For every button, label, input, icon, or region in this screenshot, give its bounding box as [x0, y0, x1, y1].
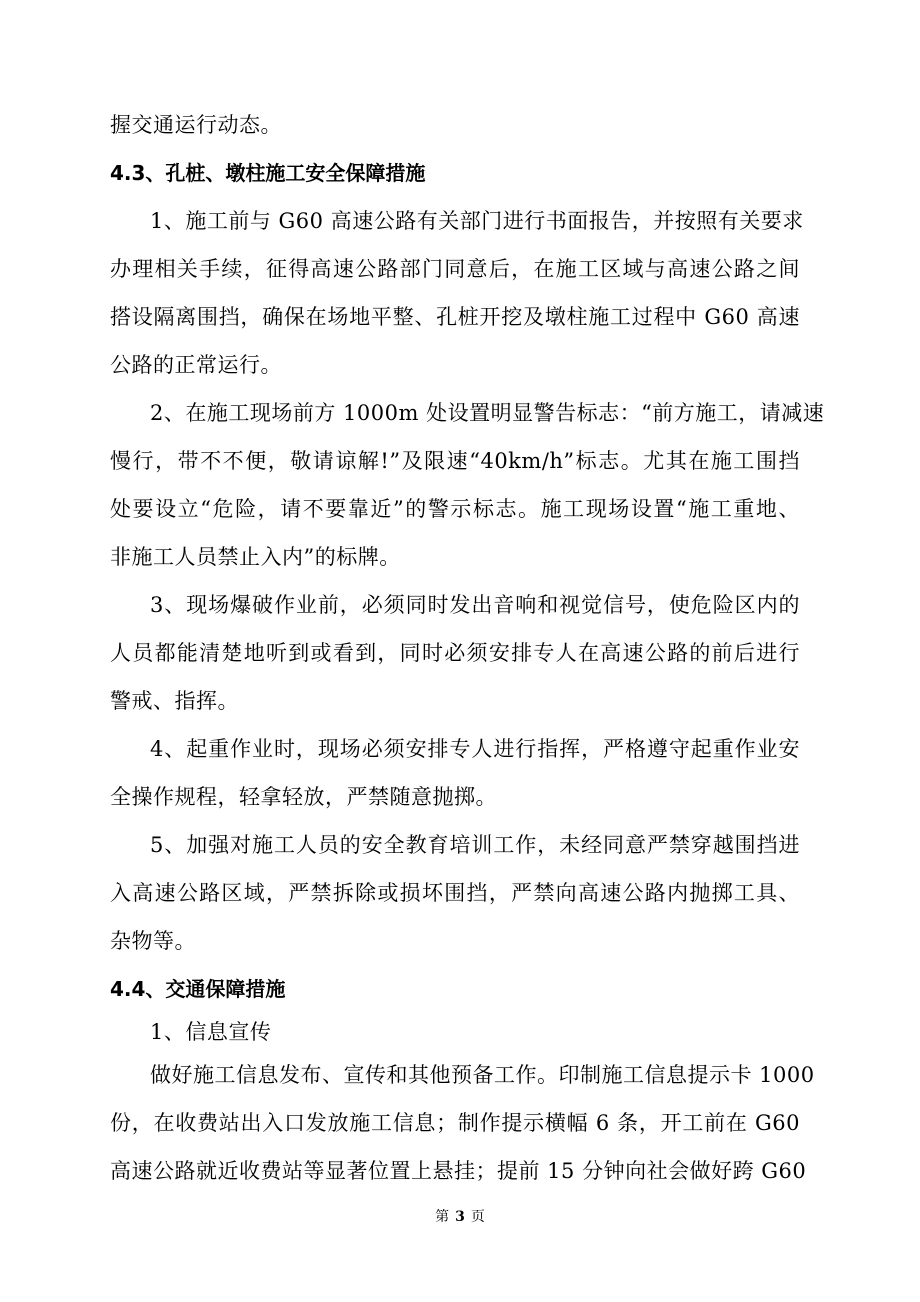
paragraph-line: 处要设立“危险，请不要靠近”的警示标志。施工现场设置“施工重地、: [110, 497, 800, 521]
paragraph-line: 做好施工信息发布、宣传和其他预备工作。印制施工信息提示卡 1000: [150, 1063, 815, 1087]
paragraph-line: 杂物等。: [110, 929, 196, 953]
paragraph-line: 慢行，带不不便，敬请谅解!”及限速“40km/h”标志。尤其在施工围挡: [110, 449, 800, 473]
subsection-heading: 1、信息宣传: [150, 1020, 272, 1044]
paragraph-line: 高速公路就近收费站等显著位置上悬挂；提前 15 分钟向社会做好跨 G60: [110, 1159, 807, 1183]
paragraph-line: 全操作规程，轻拿轻放，严禁随意抛掷。: [110, 785, 497, 809]
paragraph-line: 5、加强对施工人员的安全教育培训工作，未经同意严禁穿越围挡进: [150, 833, 800, 857]
paragraph-line: 3、现场爆破作业前，必须同时发出音响和视觉信号，使危险区内的: [150, 593, 800, 617]
paragraph-line: 办理相关手续，征得高速公路部门同意后，在施工区域与高速公路之间: [110, 257, 800, 281]
paragraph-line: 份，在收费站出入口发放施工信息；制作提示横幅 6 条，开工前在 G60: [110, 1111, 800, 1135]
document-body: [110, 101, 825, 1195]
paragraph-line: 1、施工前与 G60 高速公路有关部门进行书面报告，并按照有关要求: [150, 209, 804, 233]
paragraph-line: 4、起重作业时，现场必须安排专人进行指挥，严格遵守起重作业安: [150, 737, 800, 761]
section-heading-4-4: 4.4、交通保障措施: [110, 977, 286, 1001]
page-footer: [0, 1206, 920, 1226]
paragraph-line: 入高速公路区域，严禁拆除或损坏围挡，严禁向高速公路内抛掷工具、: [110, 881, 800, 905]
page-label-prefix: 第: [435, 1209, 450, 1225]
paragraph-line: 搭设隔离围挡，确保在场地平整、孔桩开挖及墩柱施工过程中 G60 高速: [110, 305, 800, 329]
paragraph-line: 2、在施工现场前方 1000m 处设置明显警告标志：“前方施工，请减速: [150, 401, 825, 425]
paragraph-line: 握交通运行动态。: [110, 113, 282, 137]
page-number: 3: [455, 1209, 465, 1225]
paragraph-line: 公路的正常运行。: [110, 353, 282, 377]
paragraph-line: 警戒、指挥。: [110, 689, 239, 713]
paragraph-line: 非施工人员禁止入内”的标牌。: [110, 545, 401, 569]
page-label-suffix: 页: [470, 1209, 485, 1225]
section-heading-4-3: 4.3、孔桩、墩柱施工安全保障措施: [110, 161, 426, 185]
paragraph-line: 人员都能清楚地听到或看到，同时必须安排专人在高速公路的前后进行: [110, 641, 800, 665]
